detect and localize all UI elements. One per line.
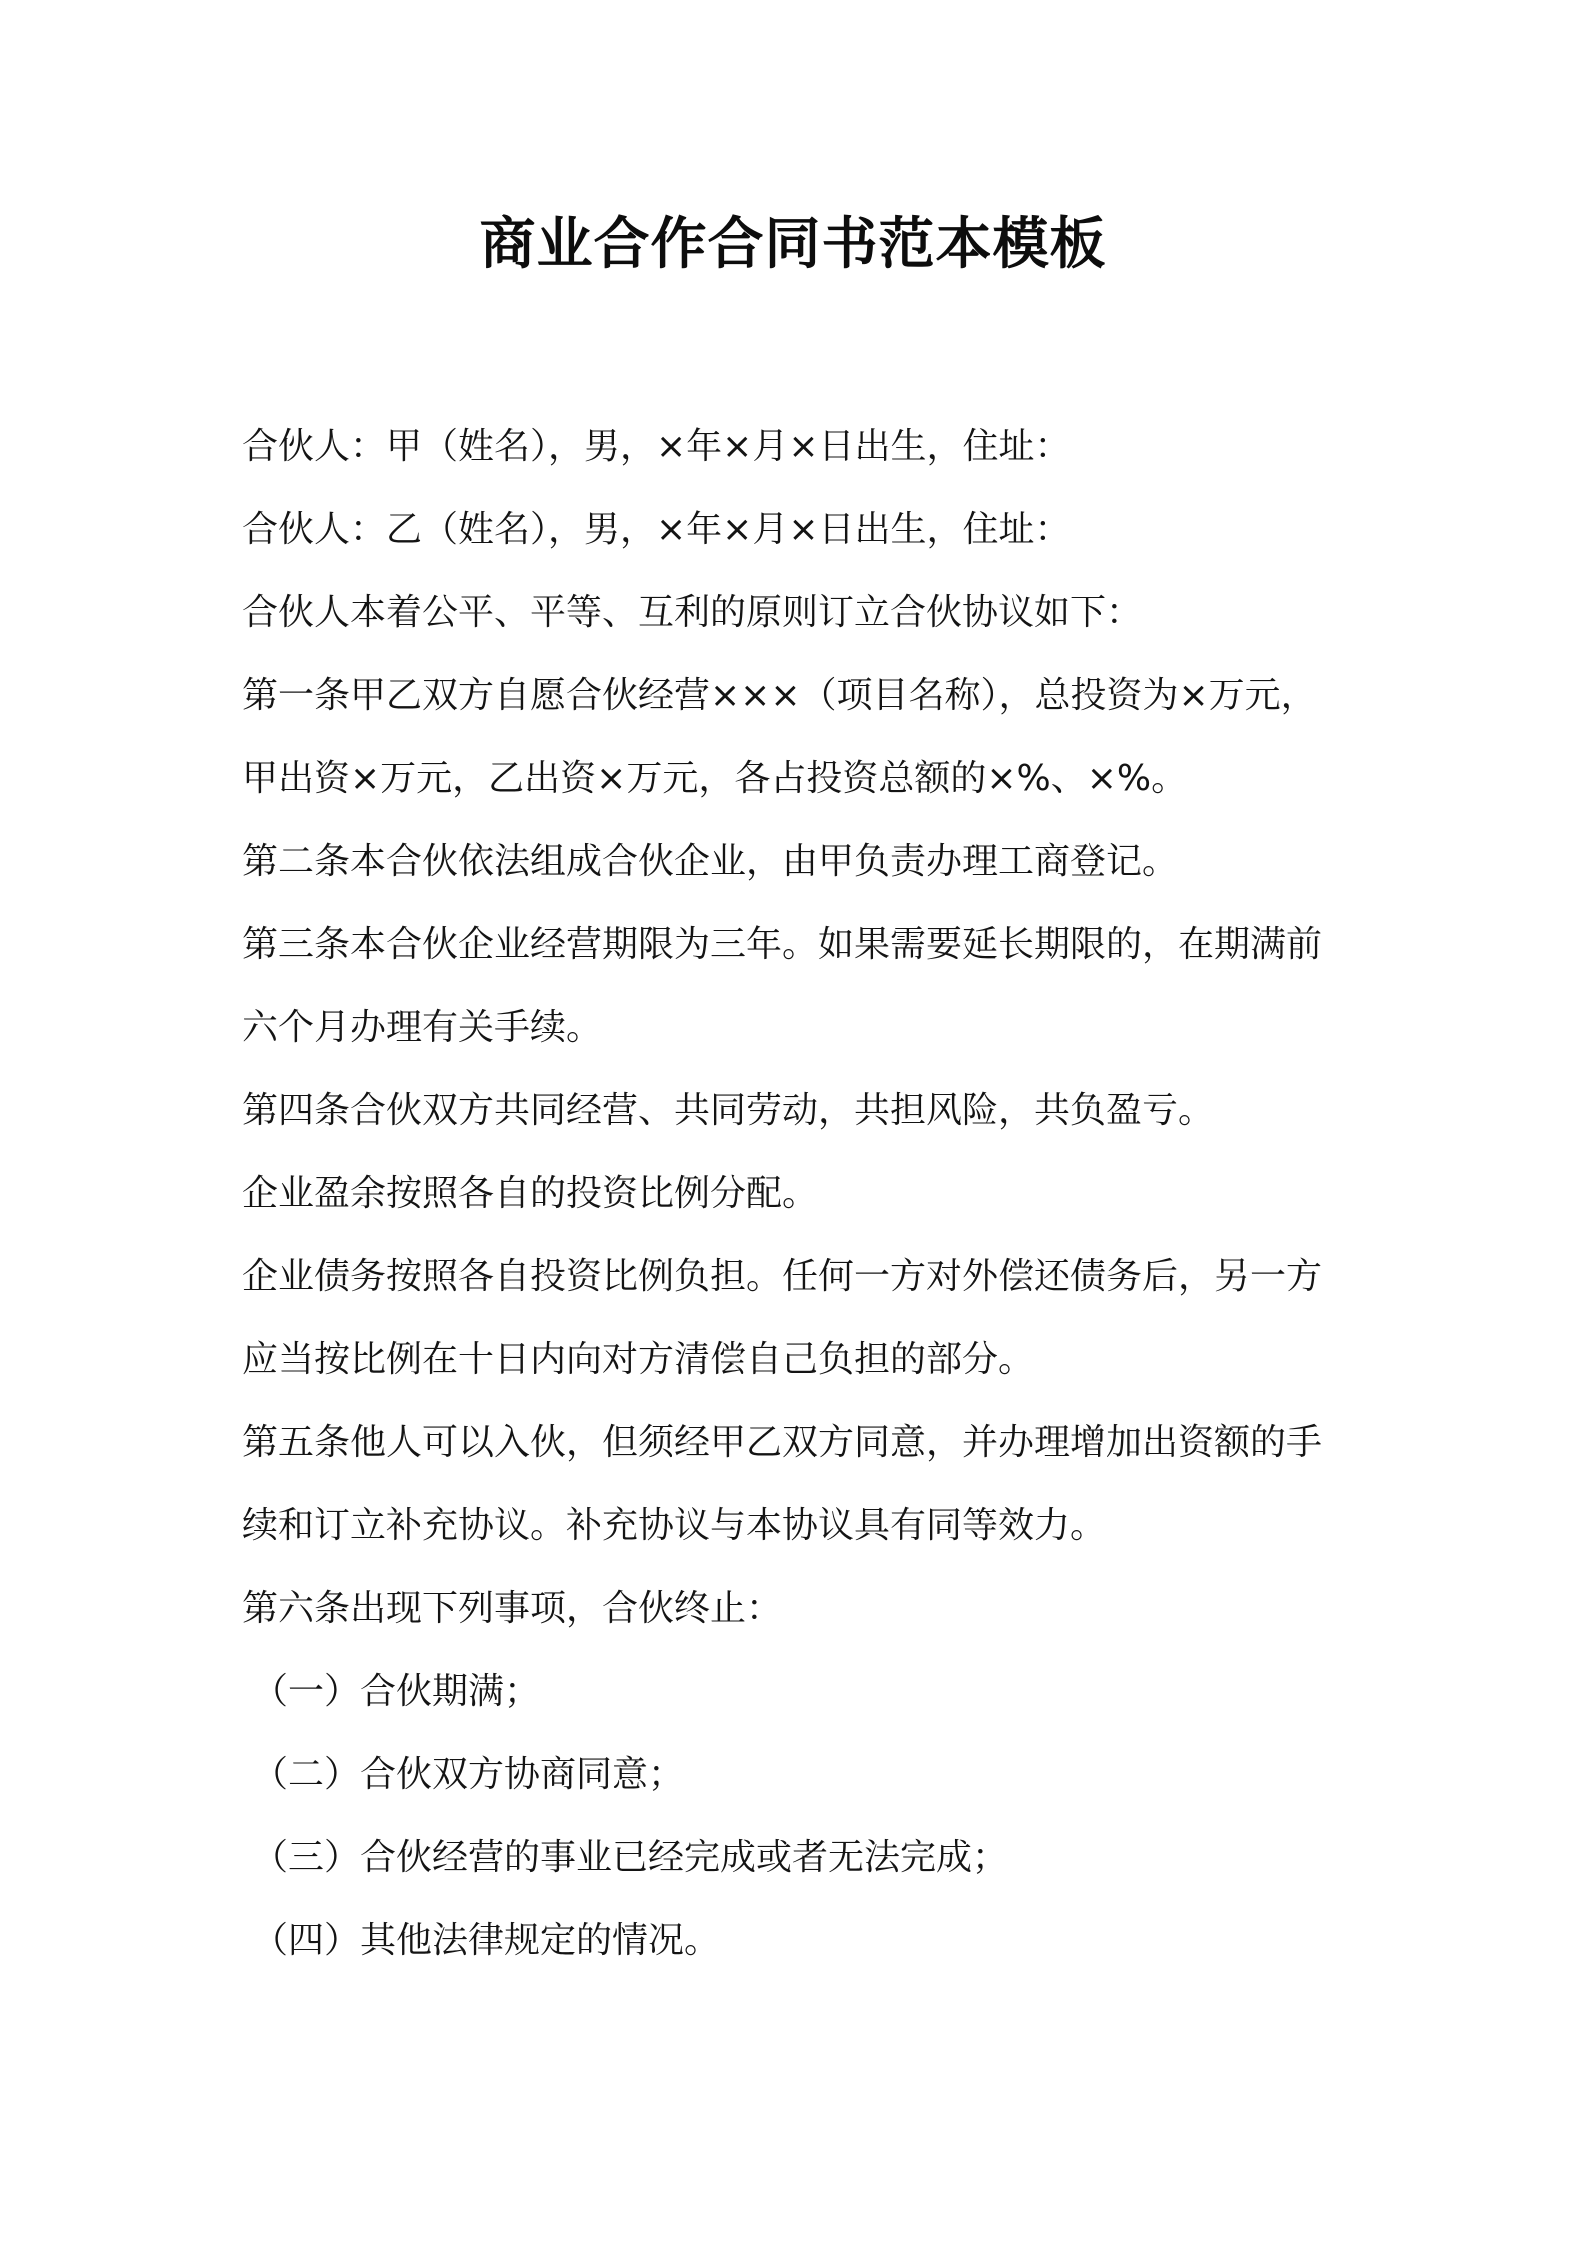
article-1-line-1: 第一条甲乙双方自愿合伙经营×××（项目名称），总投资为×万元， (242, 675, 1317, 716)
termination-item-4: （四）其他法律规定的情况。 (252, 1920, 721, 1961)
agreement-intro-line: 合伙人本着公平、平等、互利的原则订立合伙协议如下： (242, 592, 1143, 633)
article-6-line: 第六条出现下列事项，合伙终止： (242, 1588, 783, 1629)
article-4-line-1: 第四条合伙双方共同经营、共同劳动，共担风险，共负盈亏。 (242, 1090, 1215, 1131)
article-3-line-1: 第三条本合伙企业经营期限为三年。如果需要延长期限的，在期满前 (242, 924, 1323, 965)
party-b-line: 合伙人：乙（姓名），男，×年×月×日出生，住址： (242, 509, 1071, 550)
party-a-line: 合伙人：甲（姓名），男，×年×月×日出生，住址： (242, 426, 1071, 467)
article-5-line-2: 续和订立补充协议。补充协议与本协议具有同等效力。 (242, 1505, 1107, 1546)
article-4-line-2: 企业盈余按照各自的投资比例分配。 (242, 1173, 819, 1214)
article-1-line-2: 甲出资×万元，乙出资×万元，各占投资总额的×%、×%。 (242, 758, 1188, 799)
article-4-line-3: 企业债务按照各自投资比例负担。任何一方对外偿还债务后，另一方 (242, 1256, 1323, 1297)
article-5-line-1: 第五条他人可以入伙，但须经甲乙双方同意，并办理增加出资额的手 (242, 1422, 1323, 1463)
document-body (242, 405, 1382, 1982)
termination-item-1: （一）合伙期满； (252, 1671, 541, 1712)
termination-item-2: （二）合伙双方协商同意； (252, 1754, 685, 1795)
article-3-line-2: 六个月办理有关手续。 (242, 1007, 603, 1048)
article-4-line-4: 应当按比例在十日内向对方清偿自己负担的部分。 (242, 1339, 1035, 1380)
article-2-line: 第二条本合伙依法组成合伙企业，由甲负责办理工商登记。 (242, 841, 1179, 882)
termination-item-3: （三）合伙经营的事业已经完成或者无法完成； (252, 1837, 1009, 1878)
document-title: 商业合作合同书范本模板 (479, 212, 1107, 277)
